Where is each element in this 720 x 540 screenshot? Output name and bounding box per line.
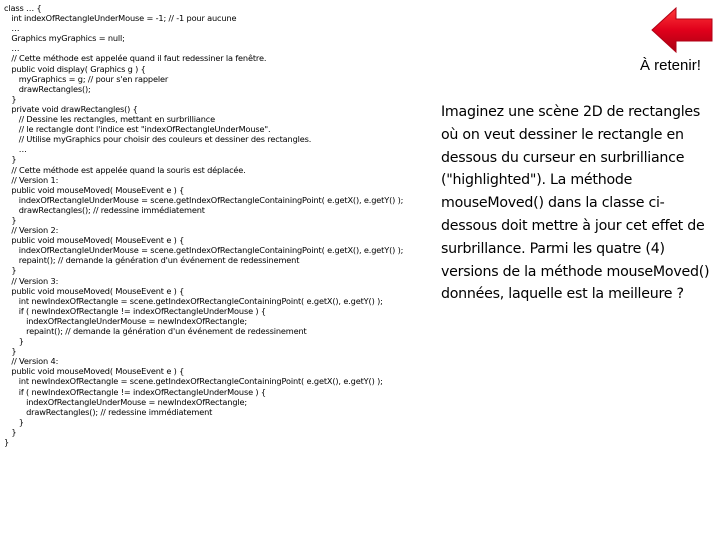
code-line: private void drawRectangles() { [4, 103, 138, 114]
code-line: } [4, 426, 17, 437]
arrow-shape [652, 8, 712, 52]
code-line: public void mouseMoved( MouseEvent e ) { [4, 366, 185, 377]
code-line: drawRectangles(); [4, 83, 91, 94]
code-line: // Cette méthode est appelée quand la souris est déplacée. [4, 164, 246, 175]
code-line: public void mouseMoved( MouseEvent e ) { [4, 235, 185, 246]
code-line: repaint(); // demande la génération d'un événement de redessinement [4, 326, 307, 336]
code-line: … [4, 43, 20, 54]
code-line: } [4, 336, 24, 347]
code-line: … [4, 23, 20, 34]
code-line: int newIndexOfRectangle = scene.getIndexOfRectangleContainingPoint( e.getX(), e.getY() ); [4, 295, 383, 306]
arrow-left-icon [650, 6, 714, 54]
code-line: indexOfRectangleUnderMouse = newIndexOfRectangle; [4, 396, 247, 407]
code-line: … [4, 144, 27, 155]
code-line: myGraphics = g; // pour s'en rappeler [4, 73, 169, 84]
code-line: // Utilise myGraphics pour choisir des couleurs et dessiner des rectangles. [4, 134, 312, 145]
code-line: // Dessine les rectangles, mettant en surbrilliance [4, 114, 215, 125]
code-line: } [4, 346, 17, 357]
question-text: Imaginez une scène 2D de rectangles où on veut dessiner le rectangle en dessous du curseur en surbrilliance ("highlighted"). La méthode mouseMoved() dans la classe ci-dessous doit mettre à jour cet effet de surbrillance. Parmi les quatre (4) versions de la méthode mouseMoved() données, laquelle est la meilleure ? [441, 104, 710, 303]
code-line: drawRectangles(); // redessine immédiatement [4, 204, 205, 215]
code-line: drawRectangles(); // redessine immédiatement [4, 406, 213, 417]
code-line: repaint(); // demande la génération d'un événement de redessinement [4, 255, 300, 266]
code-line: // Cette méthode est appelée quand il faut redessiner la fenêtre. [4, 53, 267, 64]
code-line: } [4, 416, 24, 427]
code-line: indexOfRectangleUnderMouse = scene.getIndexOfRectangleContainingPoint( e.getX(), e.getY() ); [4, 194, 404, 205]
code-line: indexOfRectangleUnderMouse = newIndexOfRectangle; [4, 315, 247, 326]
code-line: // le rectangle dont l'indice est "indexOfRectangleUnderMouse". [4, 124, 271, 135]
code-line: if ( newIndexOfRectangle != indexOfRectangleUnderMouse ) { [4, 386, 266, 397]
code-line: Graphics myGraphics = null; [4, 33, 125, 44]
code-line: // Version 4: [4, 356, 59, 367]
code-line: // Version 2: [4, 225, 59, 236]
retenir-label: À retenir! [640, 57, 701, 74]
code-line: int newIndexOfRectangle = scene.getIndexOfRectangleContainingPoint( e.getX(), e.getY() ); [4, 376, 383, 387]
code-line: } [4, 265, 17, 276]
code-line: public void display( Graphics g ) { [4, 63, 146, 74]
code-line: } [4, 437, 10, 448]
code-line: public void mouseMoved( MouseEvent e ) { [4, 184, 185, 195]
code-listing [4, 3, 424, 447]
code-line: indexOfRectangleUnderMouse = scene.getIndexOfRectangleContainingPoint( e.getX(), e.getY() ); [4, 245, 404, 256]
code-line: } [4, 214, 17, 225]
code-line: } [4, 154, 17, 165]
code-line: } [4, 93, 17, 104]
code-line: if ( newIndexOfRectangle != indexOfRectangleUnderMouse ) { [4, 305, 266, 316]
code-line: // Version 3: [4, 275, 59, 286]
code-line: class … { [4, 3, 42, 13]
code-line: public void mouseMoved( MouseEvent e ) { [4, 285, 185, 296]
code-line: // Version 1: [4, 174, 59, 185]
code-line: int indexOfRectangleUnderMouse = -1; // -1 pour aucune [4, 13, 237, 24]
